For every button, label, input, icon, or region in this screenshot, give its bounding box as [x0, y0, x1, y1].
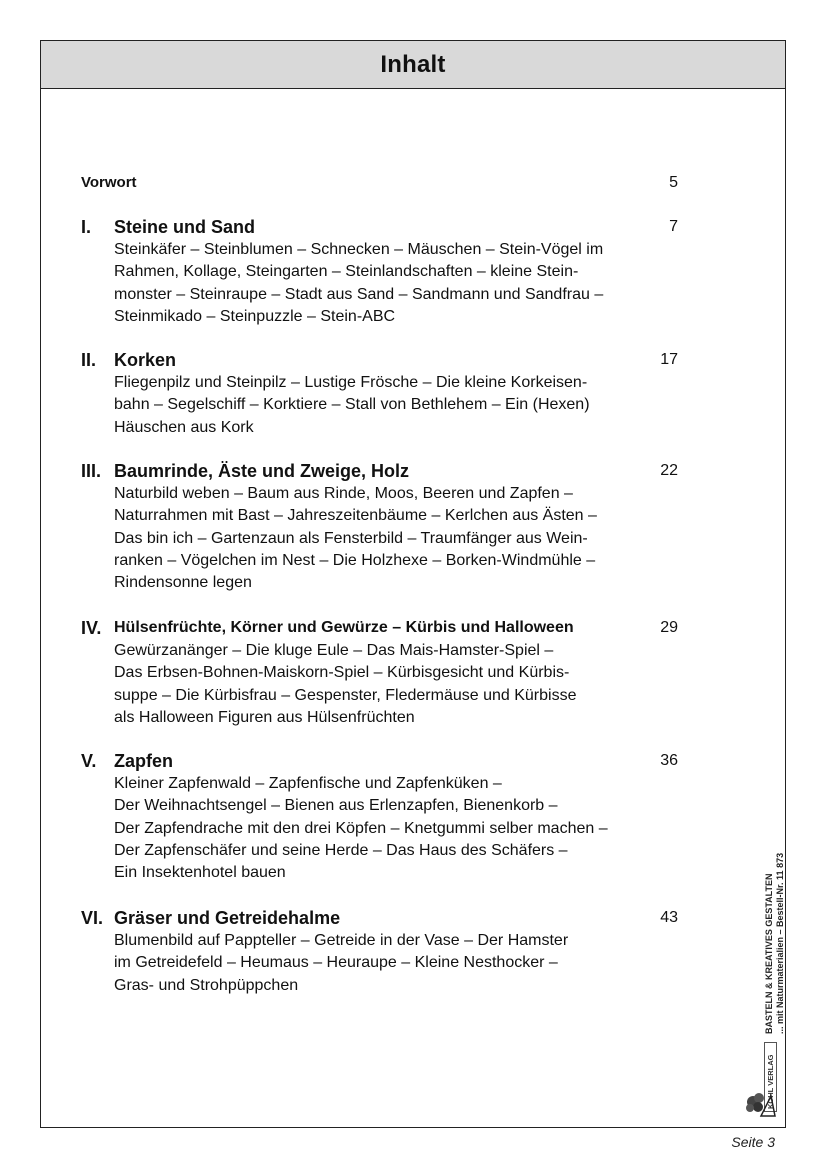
chapter-description: Fliegenpilz und Steinpilz – Lustige Frösche – Die kleine Korkeisen- bahn – Segelschiff – Korktiere – Stall von Bethlehem – Ein (Hexen) Häuschen aus Kork — [114, 374, 590, 436]
toc-chapter-5 — [81, 749, 678, 884]
chapter-title: Baumrinde, Äste und Zweige, Holz — [114, 461, 410, 481]
toc-chapter-6 — [81, 906, 678, 997]
side-series-text — [764, 853, 786, 1034]
chapter-number: VI. — [81, 908, 104, 928]
chapter-number: IV. — [81, 618, 102, 638]
chapter-description: Steinkäfer – Steinblumen – Schnecken – Mäuschen – Stein-Vögel im Rahmen, Kollage, Steingarten – Steinlandschaften – kleine Stein- monster – Steinraupe – Stadt aus Sand – Sandmann und Sandfrau – Steinmikado – Steinpuzzle – Stein-ABC — [114, 241, 604, 325]
chapter-page: 7 — [669, 218, 678, 235]
side-series-subtitle: ... mit Naturmaterialien – Bestell-Nr. 11 873 — [775, 852, 785, 1034]
toc-entry-vorwort — [81, 173, 678, 193]
chapter-page: 43 — [660, 909, 678, 926]
chapter-description: Naturbild weben – Baum aus Rinde, Moos, Beeren und Zapfen – Naturrahmen mit Bast – Jahreszeitenbäume – Kerlchen aus Ästen – Das bin ich – Gartenzaun als Fensterbild – Traumfänger aus Wein- ranken – Vögelchen im Nest – Die Holzhexe – Borken-Windmühle – Rindensonne legen — [114, 485, 597, 592]
toc-chapter-1 — [81, 215, 678, 328]
tree-logo-icon — [743, 1090, 779, 1118]
toc-chapter-4 — [81, 616, 678, 729]
header-bar — [41, 41, 785, 89]
chapter-number: I. — [81, 217, 92, 237]
chapter-number: III. — [81, 461, 102, 481]
side-series-title: BASTELN & KREATIVES GESTALTEN — [764, 873, 774, 1034]
chapter-page: 17 — [660, 351, 678, 368]
chapter-title: Korken — [114, 350, 177, 370]
chapter-number: V. — [81, 751, 97, 771]
vorwort-label: Vorwort — [81, 174, 137, 191]
toc-chapter-3 — [81, 459, 678, 594]
chapter-title: Gräser und Getreidehalme — [114, 908, 341, 928]
vorwort-page: 5 — [669, 174, 678, 191]
chapter-description: Kleiner Zapfenwald – Zapfenfische und Zapfenküken – Der Weihnachtsengel – Bienen aus Erlenzapfen, Bienenkorb – Der Zapfendrache mit den drei Köpfen – Knetgummi selber machen – Der Zapfenschäfer und seine Herde – Das Haus des Schäfers – Ein Insektenhotel bauen — [114, 775, 608, 882]
chapter-page: 29 — [660, 619, 678, 636]
chapter-page: 22 — [660, 462, 678, 479]
publisher-name: KOHL VERLAG — [766, 1054, 775, 1109]
chapter-title: Steine und Sand — [114, 217, 256, 237]
page-title: Inhalt — [380, 50, 446, 78]
page-number: Seite 3 — [731, 1134, 775, 1150]
toc-chapter-2 — [81, 348, 678, 439]
chapter-page: 36 — [660, 752, 678, 769]
chapter-title: Zapfen — [114, 751, 174, 771]
chapter-description: Blumenbild auf Pappteller – Getreide in der Vase – Der Hamster im Getreidefeld – Heumaus – Heuraupe – Kleine Nesthocker – Gras- und Strohpüppchen — [114, 932, 569, 994]
chapter-title: Hülsenfrüchte, Körner und Gewürze – Kürbis und Halloween — [114, 619, 574, 636]
chapter-number: II. — [81, 350, 97, 370]
chapter-description: Gewürzanänger – Die kluge Eule – Das Mais-Hamster-Spiel – Das Erbsen-Bohnen-Maiskorn-Spiel – Kürbisgesicht und Kürbis- suppe – Die Kürbisfrau – Gespenster, Fledermäuse und Kürbisse als Halloween Figuren aus Hülsenfrüchten — [114, 642, 577, 726]
